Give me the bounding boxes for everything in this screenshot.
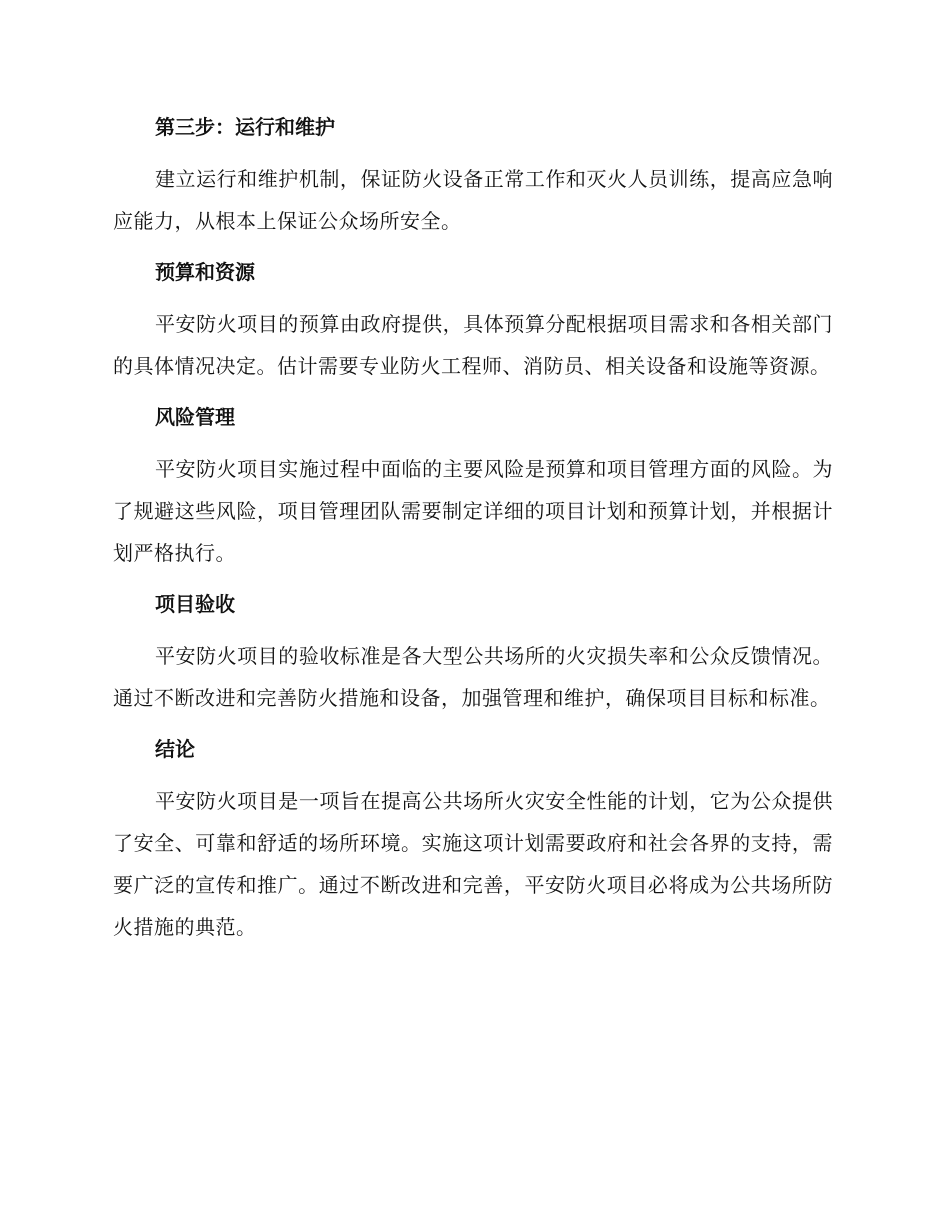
section-paragraph-operation: 建立运行和维护机制，保证防火设备正常工作和灭火人员训练，提高应急响应能力，从根本上保证公众场所安全。 [113,167,833,233]
section-heading-budget: 预算和资源 [155,260,255,284]
section-paragraph-risk: 平安防火项目实施过程中面临的主要风险是预算和项目管理方面的风险。为了规避这些风险，项目管理团队需要制定详细的项目计划和预算计划，并根据计划严格执行。 [113,457,833,565]
section-paragraph-acceptance: 平安防火项目的验收标准是各大型公共场所的火灾损失率和公众反馈情况。通过不断改进和完善防火措施和设备，加强管理和维护，确保项目目标和标准。 [113,644,833,710]
section-heading-acceptance: 项目验收 [155,592,235,616]
section-heading-risk: 风险管理 [155,405,235,429]
section-heading-conclusion: 结论 [155,737,195,761]
section-paragraph-conclusion: 平安防火项目是一项旨在提高公共场所火灾安全性能的计划，它为公众提供了安全、可靠和舒适的场所环境。实施这项计划需要政府和社会各界的支持，需要广泛的宣传和推广。通过不断改进和完善，平安防火项目必将成为公共场所防火措施的典范。 [113,789,833,939]
section-heading-operation: 第三步：运行和维护 [155,115,335,139]
section-paragraph-budget: 平安防火项目的预算由政府提供，具体预算分配根据项目需求和各相关部门的具体情况决定。估计需要专业防火工程师、消防员、相关设备和设施等资源。 [113,312,833,378]
document-body [113,110,833,948]
